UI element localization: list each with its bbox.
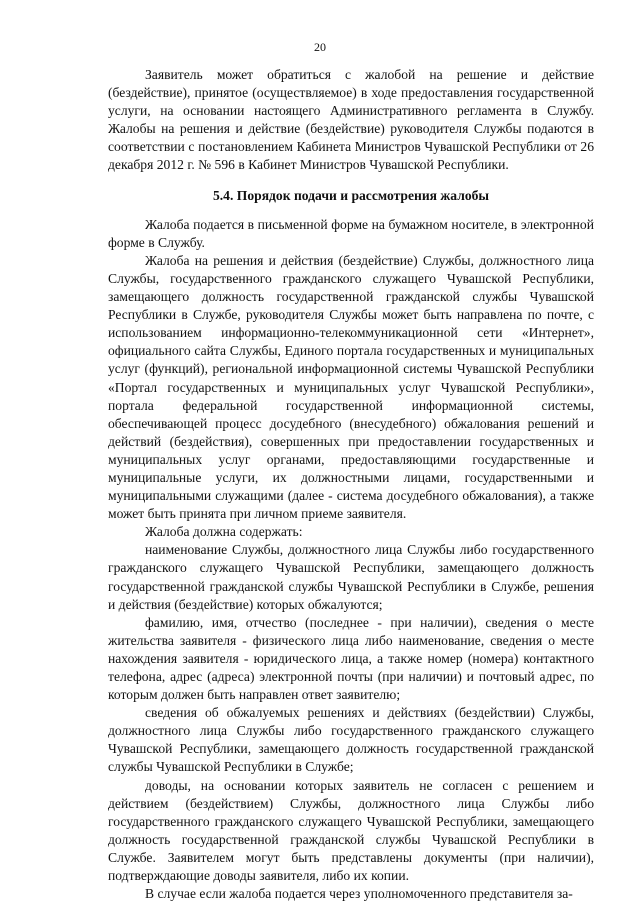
- paragraph-complaint-form: Жалоба подается в письменной форме на бумажном носителе, в электронной форме в Службу.: [108, 216, 594, 250]
- list-item-arguments: доводы, на основании которых заявитель не согласен с решением и действием (бездействием) Службы, должностного лица Службы либо государственного гражданского служащего Чувашской Республики, замещающего должность государственной гражданской службы Чувашской Республики в Службе. Заявителем могут быть представлены документы (при наличии), подтверждающие доводы заявителя, либо их копии.: [108, 777, 594, 884]
- list-item-applicant-details: фамилию, имя, отчество (последнее - при наличии), сведения о месте жительства заявителя - физического лица либо наименование, сведения о месте нахождения заявителя - юридического лица, а также номер (номера) контактного телефона, адрес (адреса) электронной почты (при наличии) и почтовый адрес, по которым должен быть направлен ответ заявителю;: [108, 614, 594, 703]
- page-number: 20: [314, 40, 326, 54]
- paragraph-complaint-right: Заявитель может обратиться с жалобой на решение и действие (бездействие), принятое (осуществляемое) в ходе предоставления государственной услуги, на основании настоящего Административного регламента в Службу. Жалобы на решения и действие (бездействие) руководителя Службы подаются в соответствии с постановлением Кабинета Министров Чувашской Республики от 26 декабря 2012 г. № 596 в Кабинет Министров Чувашской Республики.: [108, 67, 594, 173]
- list-item-service-name: наименование Службы, должностного лица Службы либо государственного гражданского служащего Чувашской Республики, замещающего должность государственной гражданской службы Чувашской Республики в Службе, решения и действия (бездействие) которых обжалуются;: [108, 542, 594, 612]
- list-item-appealed-decisions: сведения об обжалуемых решениях и действиях (бездействии) Службы, должностного лица Службы либо государственного гражданского служащего Чувашской Республики, замещающего должность государственной гражданской службы Чувашской Республики в Службе;: [108, 705, 594, 775]
- paragraph-representative: В случае если жалоба подается через уполномоченного представителя за-: [145, 886, 573, 902]
- section-heading: 5.4. Порядок подачи и рассмотрения жалобы: [212, 187, 490, 203]
- paragraph-complaint-channels: Жалоба на решения и действия (бездействие) Службы, должностного лица Службы, государственного гражданского служащего Чувашской Республики, замещающего должность государственной гражданской службы Чувашской Республики в Службе, руководителя Службы может быть направлена по почте, с использованием информационно-телекоммуникационной сети «Интернет», официального сайта Службы, Единого портала государственных и муниципальных услуг (функций), региональной информационной системы Чувашской Республики «Портал государственных и муниципальных услуг Чувашской Республики», портала федеральной государственной информационной системы, обеспечивающей процесс досудебного (внесудебного) обжалования решений и действий (бездействия), совершенных при предоставлении государственных и муниципальных услуг органами, предоставляющими государственные и муниципальные услуги, их должностными лицами, государственными и муниципальными служащими (далее - система досудебного обжалования), а также может быть принята при личном приеме заявителя.: [108, 252, 594, 522]
- document-body: [108, 66, 594, 903]
- paragraph-complaint-contents-intro: Жалоба должна содержать:: [145, 524, 303, 540]
